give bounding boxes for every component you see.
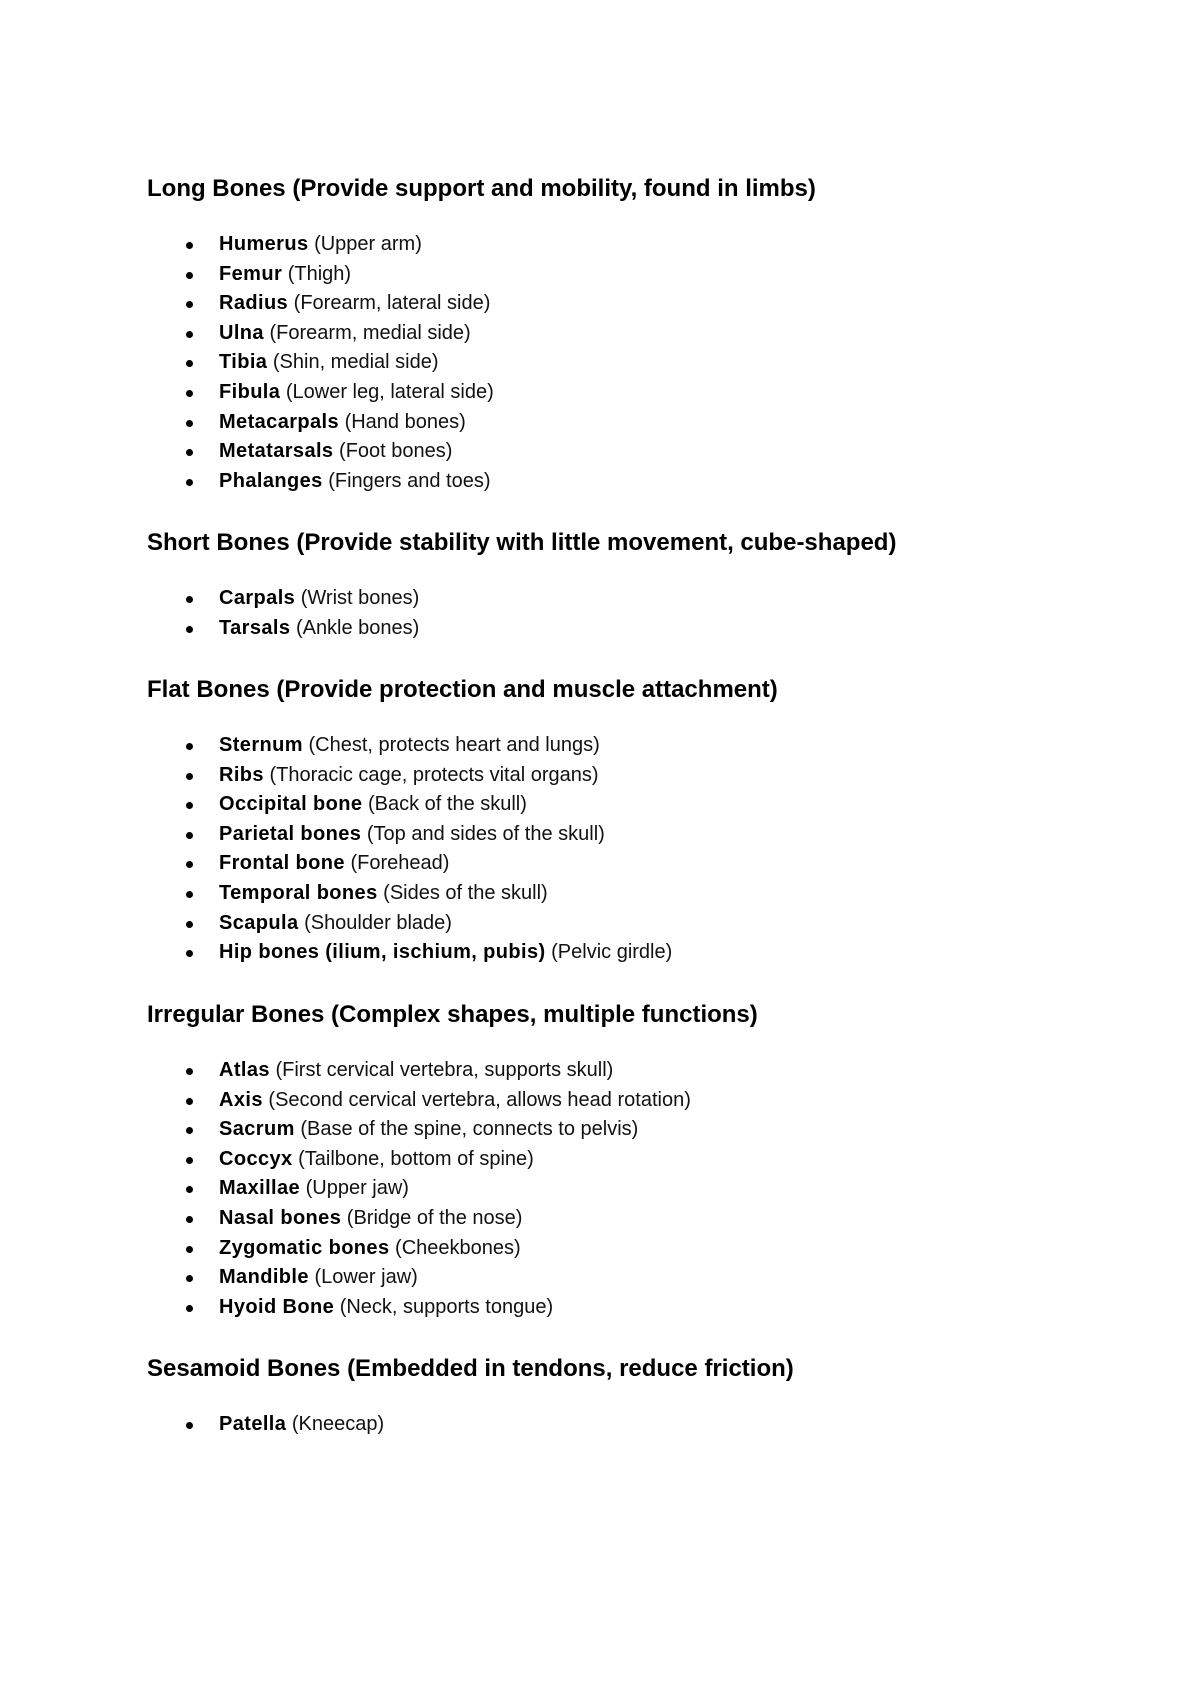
bone-name: Ulna [219,321,264,344]
bone-description: (Lower leg, lateral side) [285,380,494,403]
bone-description: (Foot bones) [339,440,453,463]
list-item [147,467,1147,497]
bone-description: (Lower jaw) [314,1266,418,1289]
bone-description: (Pelvic girdle) [551,941,673,964]
bone-description: (Kneecap) [291,1413,385,1435]
bone-name: Phalanges [219,469,323,492]
list-item [147,584,1147,614]
bullet-icon [186,1127,193,1134]
bullet-icon [186,1068,193,1075]
bone-description: (Forearm, lateral side) [293,292,491,315]
bone-name: Tibia [219,351,268,374]
list-item [147,1204,1147,1234]
section-heading: Irregular Bones (Complex shapes, multiple functions) [147,1001,758,1028]
bone-name: Scapula [219,911,299,934]
bullet-icon [186,891,193,898]
bone-name: Tarsals [219,616,291,639]
bullet-icon [186,1305,193,1312]
bone-name: Metatarsals [219,440,334,463]
bone-name: Ribs [219,763,264,786]
list-item [147,437,1147,467]
bone-list [147,731,1147,968]
list-item [147,1174,1147,1204]
section-short-bones [147,528,1147,643]
bone-description: (Thoracic cage, protects vital organs) [269,763,599,786]
bullet-icon [186,921,193,928]
section-heading: Flat Bones (Provide protection and muscle attachment) [147,676,778,703]
bullet-icon [186,1275,193,1282]
bullet-icon [186,479,193,486]
bullet-icon [186,861,193,868]
list-item [147,938,1147,968]
list-item [147,849,1147,879]
section-irregular-bones [147,1000,1147,1322]
bullet-icon [186,1186,193,1193]
list-item [147,348,1147,378]
bullet-icon [186,832,193,839]
bone-description: (Cheekbones) [395,1236,521,1259]
list-item [147,408,1147,438]
bone-name: Hip bones (ilium, ischium, pubis) [219,941,546,964]
bone-name: Fibula [219,380,281,403]
bullet-icon [186,242,193,249]
list-item [147,909,1147,939]
bone-description: (Shoulder blade) [304,911,452,934]
bone-list [147,584,1147,643]
bone-description: (Sides of the skull) [383,881,548,904]
bullet-icon [186,301,193,308]
list-item [147,1145,1147,1175]
bone-name: Radius [219,292,289,315]
bone-name: Patella [219,1413,287,1435]
bullet-icon [186,1098,193,1105]
bullet-icon [186,360,193,367]
bone-name: Temporal bones [219,881,378,904]
bone-description: (Shin, medial side) [272,351,439,374]
bone-description: (Tailbone, bottom of spine) [298,1147,534,1170]
bone-name: Coccyx [219,1147,293,1170]
bone-list [147,1410,1147,1440]
bone-description: (Neck, supports tongue) [339,1295,554,1318]
list-item [147,1056,1147,1086]
bullet-icon [186,1422,193,1429]
bone-name: Frontal bone [219,852,345,875]
bone-name: Carpals [219,587,296,609]
bullet-icon [186,449,193,456]
list-item [147,820,1147,850]
list-item [147,1086,1147,1116]
bone-description: (Bridge of the nose) [346,1206,523,1229]
list-item [147,1410,1147,1440]
list-item [147,1115,1147,1145]
bone-description: (Thigh) [287,262,352,285]
section-heading: Short Bones (Provide stability with little movement, cube-shaped) [147,529,897,556]
list-item [147,1234,1147,1264]
bone-name: Humerus [219,233,309,255]
bone-name: Mandible [219,1266,309,1289]
list-item [147,378,1147,408]
bone-name: Femur [219,262,283,285]
section-long-bones [147,174,1147,496]
bone-description: (Ankle bones) [295,616,420,639]
bullet-icon [186,1216,193,1223]
bone-description: (Wrist bones) [300,587,420,609]
bullet-icon [186,743,193,750]
bone-name: Hyoid Bone [219,1295,335,1318]
list-item [147,731,1147,761]
bone-description: (Fingers and toes) [328,469,491,492]
bone-description: (Back of the skull) [367,793,527,816]
bone-name: Parietal bones [219,822,362,845]
section-flat-bones [147,675,1147,968]
bone-name: Sacrum [219,1118,295,1141]
bone-name: Atlas [219,1059,270,1081]
list-item [147,319,1147,349]
bullet-icon [186,1157,193,1164]
bone-list [147,1056,1147,1322]
list-item [147,1263,1147,1293]
bullet-icon [186,1246,193,1253]
list-item [147,879,1147,909]
bullet-icon [186,390,193,397]
bone-description: (Hand bones) [344,410,466,433]
bone-name: Nasal bones [219,1206,342,1229]
bone-description: (Second cervical vertebra, allows head rotation) [268,1088,691,1111]
bullet-icon [186,596,193,603]
list-item [147,761,1147,791]
bone-description: (Forehead) [350,852,450,875]
bullet-icon [186,272,193,279]
bone-name: Maxillae [219,1177,301,1200]
bullet-icon [186,802,193,809]
bullet-icon [186,331,193,338]
bullet-icon [186,626,193,633]
list-item [147,260,1147,290]
bullet-icon [186,950,193,957]
bone-description: (First cervical vertebra, supports skull) [275,1059,614,1081]
list-item [147,1293,1147,1323]
list-item [147,289,1147,319]
bone-name: Occipital bone [219,793,363,816]
bone-description: (Forearm, medial side) [269,321,471,344]
bone-description: (Chest, protects heart and lungs) [308,734,600,756]
bone-description: (Base of the spine, connects to pelvis) [300,1118,639,1141]
list-item [147,614,1147,644]
section-heading: Long Bones (Provide support and mobility, found in limbs) [147,175,816,202]
bone-name: Zygomatic bones [219,1236,390,1259]
bone-description: (Upper arm) [314,233,422,255]
bone-description: (Upper jaw) [305,1177,409,1200]
section-sesamoid-bones [147,1354,1147,1440]
bone-name: Axis [219,1088,263,1111]
bone-list [147,230,1147,496]
section-heading: Sesamoid Bones (Embedded in tendons, reduce friction) [147,1355,794,1382]
list-item [147,790,1147,820]
bone-name: Sternum [219,734,303,756]
bullet-icon [186,773,193,780]
bullet-icon [186,420,193,427]
bone-name: Metacarpals [219,410,340,433]
bone-description: (Top and sides of the skull) [366,822,605,845]
list-item [147,230,1147,260]
